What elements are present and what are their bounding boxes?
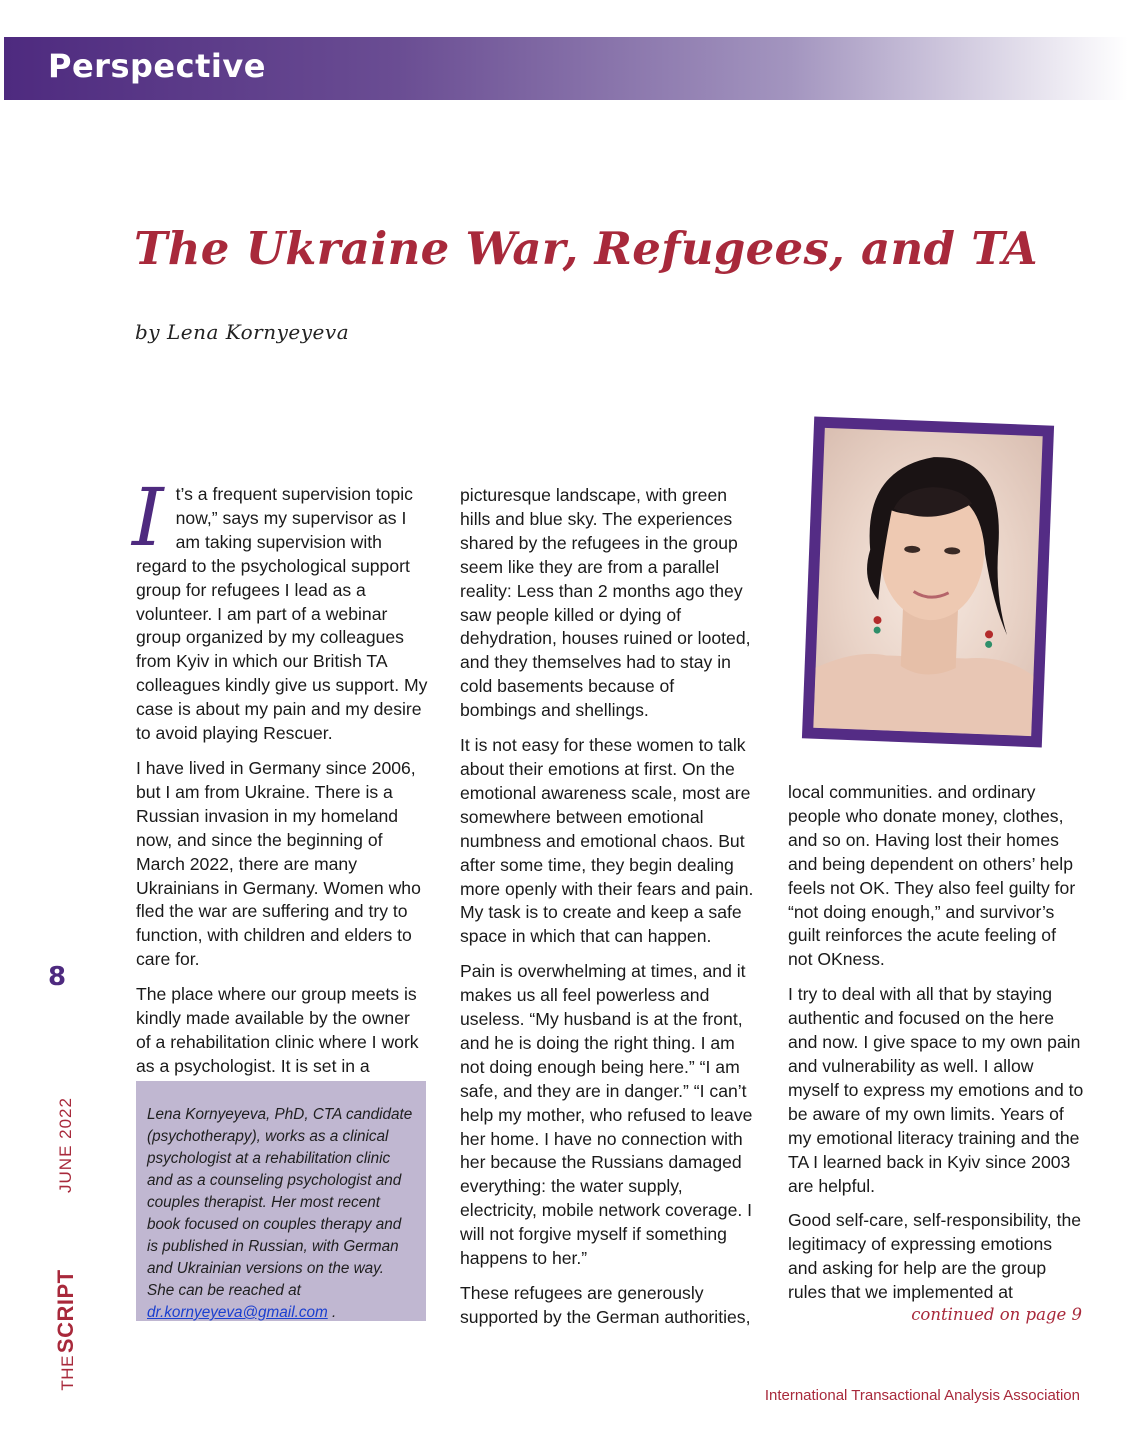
paragraph: local communities. and ordinary people who donate money, clothes, and so on. Having lost their homes and being dependent on others’ help feels not OK. They also feel guilty for “not doing enough,” and survivor’s guilt reinforces the acute feeling of not OKness.: [788, 782, 1076, 970]
magazine-script: SCRIPT: [53, 1269, 78, 1354]
portrait-illustration: [813, 428, 1042, 736]
article-column-2: [460, 484, 754, 1341]
author-photo: [813, 428, 1042, 736]
page-number: 8: [48, 962, 67, 992]
article-title: The Ukraine War, Refugees, and TA: [134, 222, 1038, 275]
paragraph-text: t’s a frequent supervision topic now,” says my supervisor as I am taking supervision with regard to the psychological support group for refugees I lead as a volunteer. I am part of a webinar group organized by my colleagues from Kyiv in which our British TA colleagues kindly give us support. My case is about my pain and my desire to avoid playing Rescuer.: [136, 484, 428, 744]
drop-cap: I: [132, 471, 164, 564]
paragraph: These refugees are generously supported by the German authorities,: [460, 1283, 751, 1327]
paragraph: picturesque landscape, with green hills and blue sky. The experiences shared by the refugees in the group seem like they are from a parallel reality: Less than 2 months ago they saw people killed or dying of dehydration, houses ruined or looted, and they themselves had to stay in cold basements because of bombings and shellings.: [460, 485, 751, 721]
magazine-the: THE: [58, 1355, 77, 1391]
footer-organization: International Transactional Analysis Association: [764, 1387, 1080, 1404]
paragraph: It is not easy for these women to talk about their emotions at first. On the emotional awareness scale, most are somewhere between emotional numbness and emotional chaos. But after some time, they begin dealing more openly with their fears and pain. My task is to create and keep a safe space in which that can happen.: [460, 735, 754, 947]
author-email-link[interactable]: dr.kornyeyeva@gmail.com: [147, 1304, 328, 1321]
paragraph: Good self-care, self-responsibility, the legitimacy of expressing emotions and asking for help are the group rules that we implemented at: [788, 1210, 1082, 1303]
paragraph: I try to deal with all that by staying authentic and focused on the here and now. I give space to my own pain and vulnerability as well. I allow myself to express my emotions and to be aware of my own limits. Years of my emotional literacy training and the TA I learned back in Kyiv since 2003 are helpful.: [788, 984, 1084, 1196]
magazine-name: [53, 1269, 79, 1390]
paragraph: The place where our group meets is kindly made available by the owner of a rehabilitation clinic where I work as a psychologist. It is set in a: [136, 984, 419, 1076]
section-label: Perspective: [48, 47, 266, 85]
continued-note: continued on page 9: [911, 1305, 1082, 1324]
section-banner: [4, 37, 1128, 100]
paragraph: Pain is overwhelming at times, and it makes us all feel powerless and useless. “My husband is at the front, and he is doing the right thing. I am not doing enough being here.” “I am safe, and they are in danger.” “I can’t help my mother, who refused to leave her home. I have no connection with her because the Russians damaged everything: the water supply, electricity, mobile network coverage. I will not forgive myself if something happens to her.”: [460, 961, 753, 1269]
bio-text: Lena Kornyeyeva, PhD, CTA candidate (psychotherapy), works as a clinical psychologist at a rehabilitation clinic and as a counseling psychologist and couples therapist. Her most recent book focused on couples therapy and is published in Russian, with German and Ukrainian versions on the way. She can be reached at: [147, 1106, 413, 1299]
article-column-1: [132, 471, 428, 1090]
article-byline: by Lena Kornyeyeva: [135, 320, 350, 344]
issue-date: JUNE 2022: [56, 1097, 75, 1193]
paragraph: I have lived in Germany since 2006, but I am from Ukraine. There is a Russian invasion in my homeland now, and since the beginning of March 2022, there are many Ukrainians in Germany. Women who fled the war are suffering and try to function, with children and elders to care for.: [136, 757, 421, 970]
author-bio-box: [136, 1081, 426, 1321]
paragraph: [132, 471, 428, 746]
author-photo-frame: [802, 417, 1054, 748]
article-column-3: [788, 781, 1084, 1316]
bio-end: .: [327, 1304, 337, 1321]
